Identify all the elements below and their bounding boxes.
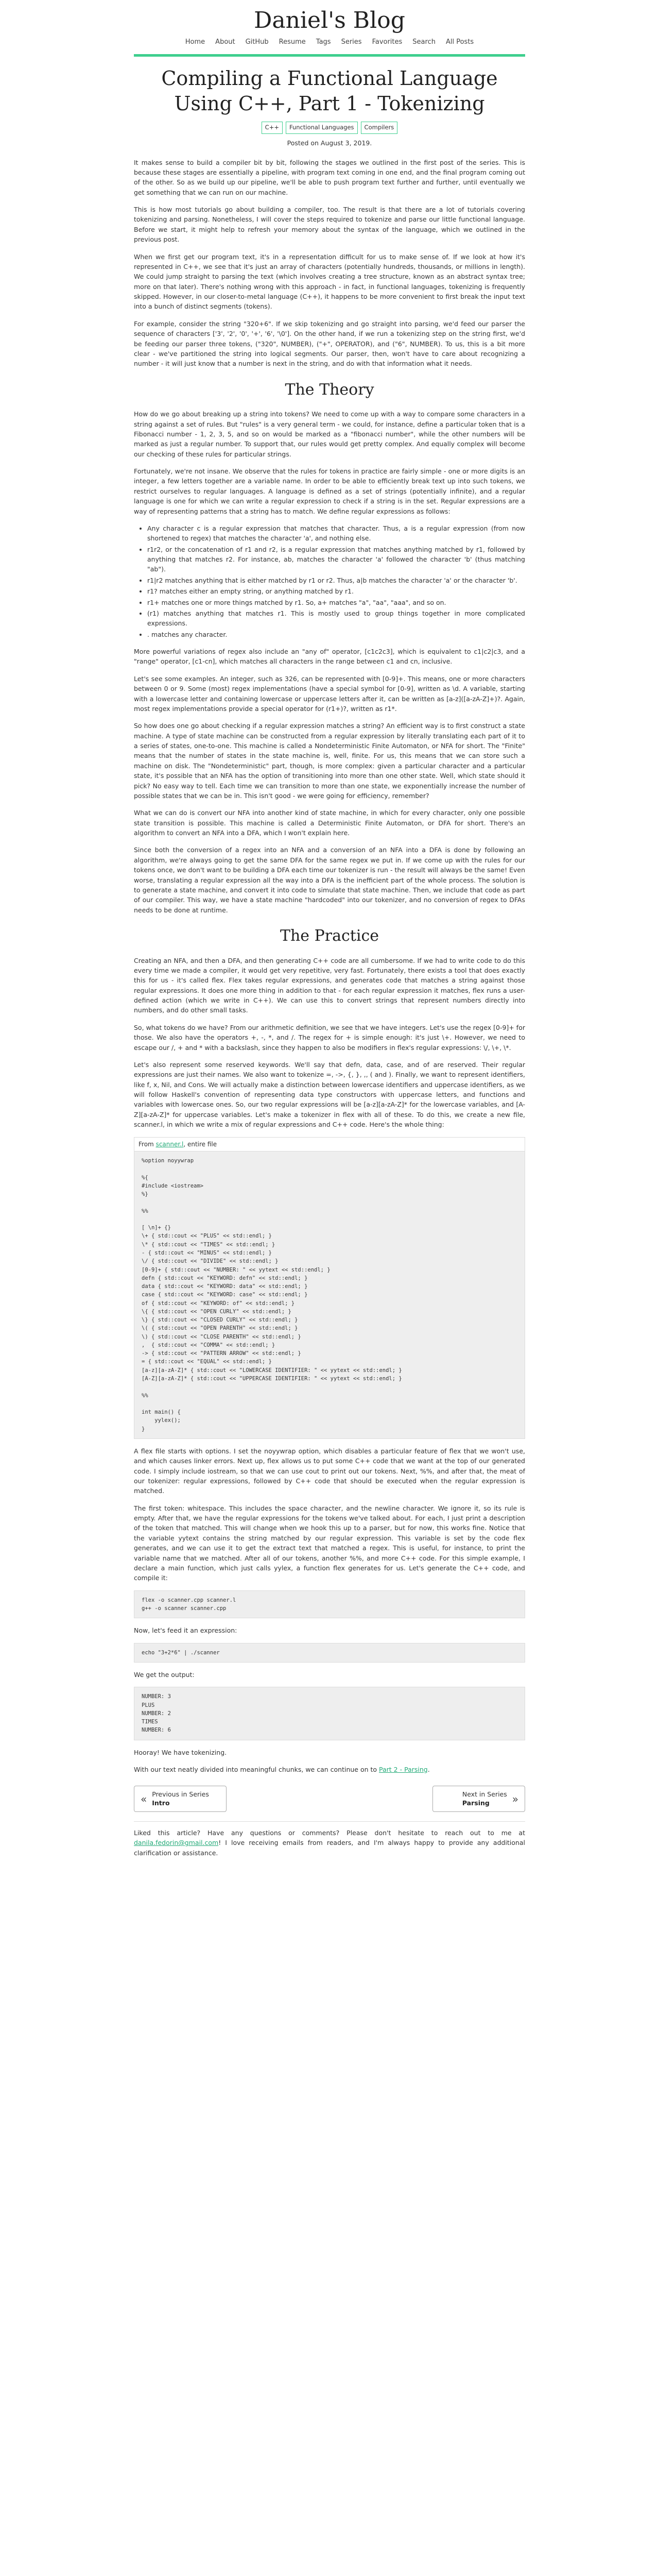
site-nav bbox=[134, 37, 525, 56]
theory-paragraph-5: So how does one go about checking if a regular expression matches a string? An efficient way is to first construct a state machine. A type of state machine can be constructed from a regular expression by literally translating each part of it to a series of states, one-to-one. This machine is called a Nondeterministic Finite Automaton, or NFA for short. The "Finite" means that the number of states in the state machine is, well, finite. For us, this means that we can store such a machine on disk. The "Nondeterministic" part, though, is more complex: given a particular character and a particular state, it's possible that an NFA has the option of transitioning into more than one other state. Well, which state should it pick? No easy way to tell. Each time we can transition to more than one state, we exponentially increase the number of possible states that we can be in. This isn't good - we were going for efficiency, remember? bbox=[134, 722, 525, 800]
theory-paragraph-3: More powerful variations of regex also include an "any of" operator, [c1c2c3], which is equivalent to c1|c2|c3, and a "range" operator, [c1-cn], which matches all characters in the range between c1 and cn, inclusive. bbox=[134, 648, 525, 666]
tag-compilers[interactable]: Compilers bbox=[361, 122, 398, 134]
theory-paragraph-2: Fortunately, we're not insane. We observe that the rules for tokens in practice are fairly simple - one or more digits is an integer, a few letters together are a variable name. In order to be able to efficiently break text up into such tokens, we restrict ourselves to regular languages. A language is defined as a set of strings (potentially infinite), and a regular language is one for which we can write a regular expression to check if a string is in the set. Regular expressions are a way of representing patterns that a string has to match. We define regular expressions as follows: bbox=[134, 467, 525, 515]
contact-prefix: Liked this article? Have any questions or comments? Please don't hesitate to reach out to me at bbox=[134, 1828, 525, 1837]
previous-in-series-button[interactable] bbox=[134, 1786, 227, 1812]
nav-favorites[interactable]: Favorites bbox=[372, 38, 403, 46]
file-caption-suffix: , entire file bbox=[183, 1140, 217, 1148]
tag-cpp[interactable]: C++ bbox=[262, 122, 283, 134]
contact-note bbox=[134, 1821, 525, 1858]
list-item: • r1? matches either an empty string, or anything matched by r1. bbox=[147, 586, 525, 596]
practice-paragraph-6: Now, let's feed it an expression: bbox=[134, 1626, 237, 1635]
run-code-block: echo "3+2*6" | ./scanner bbox=[134, 1643, 525, 1663]
site-header bbox=[134, 0, 525, 57]
nav-resume[interactable]: Resume bbox=[279, 38, 306, 46]
continue-suffix: . bbox=[427, 1765, 430, 1773]
post-date: Posted on August 3, 2019. bbox=[287, 139, 372, 147]
next-text bbox=[462, 1790, 507, 1807]
double-chevron-left-icon: « bbox=[141, 1792, 147, 1805]
list-item: • (r1) matches anything that matches r1. This is mostly used to group things together in more complicated expressions. bbox=[147, 608, 525, 629]
post-title: Compiling a Functional Language Using C++, Part 1 - Tokenizing bbox=[161, 66, 498, 115]
list-item: • Any character c is a regular expression that matches that character. Thus, a is a regular expression (from now shortened to regex) that matches the character 'a', and nothing else. bbox=[147, 523, 525, 544]
compile-code-block: flex -o scanner.cpp scanner.l g++ -o scanner scanner.cpp bbox=[134, 1590, 525, 1619]
continue-text: With our text neatly divided into meaningful chunks, we can continue on to bbox=[134, 1765, 377, 1773]
practice-heading: The Practice bbox=[280, 927, 379, 945]
list-item: • r1r2, or the concatenation of r1 and r2, is a regular expression that matches anything matched by r1, followed by anything that matches r2. For instance, ab, matches the character 'a' followed the character 'b' (thus matching "ab"). bbox=[147, 545, 525, 574]
practice-paragraph-7: We get the output: bbox=[134, 1670, 195, 1679]
nav-github[interactable]: GitHub bbox=[245, 38, 269, 46]
nav-all-posts[interactable]: All Posts bbox=[445, 38, 474, 46]
intro-paragraph-4: For example, consider the string "320+6". If we skip tokenizing and go straight into parsing, we'd feed our parser the sequence of characters ['3', '2', '0', '+', '6', '\0']. On the other hand, if we run a tokenizing step on the string first, we'd be feeding our parser three tokens, ("320", NUMBER), ("+", OPERATOR), and ("6", NUMBER). To us, this is a bit more clear - we've partitioned the string into logical segments. Our parser, then, won't have to care about recognizing a number - it will just know that a number is next in the string, and do with that information what it needs. bbox=[134, 319, 525, 368]
series-navigation bbox=[134, 1786, 525, 1812]
tag-functional-languages[interactable]: Functional Languages bbox=[286, 122, 358, 134]
list-item: • r1+ matches one or more things matched by r1. So, a+ matches "a", "aa", "aaa", and so on. bbox=[147, 598, 525, 607]
practice-paragraph-8: Hooray! We have tokenizing. bbox=[134, 1748, 227, 1756]
nav-about[interactable]: About bbox=[215, 38, 235, 46]
part-2-link[interactable]: Part 2 - Parsing bbox=[379, 1765, 428, 1773]
site-title[interactable]: Daniel's Blog bbox=[254, 7, 405, 33]
nav-search[interactable]: Search bbox=[412, 38, 436, 46]
theory-paragraph-7: Since both the conversion of a regex into an NFA and a conversion of an NFA into a DFA is done by following an algorithm, we're always going to get the same DFA for the same regex we put in. If we come up with the rules for our tokens once, we don't want to be building a DFA each time our tokenizer is run - the result will always be the same! Even worse, translating a regular expression all the way into a DFA is the inefficient part of the whole process. The solution is to generate a state machine, and convert it into code to simulate that state machine. Then, we include that code as part of our compiler. This way, we have a state machine "hardcoded" into our tokenizer, and no conversion of regex to DFAs needs to be done at runtime. bbox=[134, 846, 525, 914]
scanner-code-block: %option noyywrap %{ #include <iostream> %} %% [ \n]+ {} \+ { std::cout << "PLUS" << std::endl; } \* { std::cout << "TIMES" << std::endl; } - { std::cout << "MINUS" << std::endl; } \/ { std::cout << "DIVIDE" << std::endl; } [0-9]+ { std::cout << "NUMBER: " << yytext << std::endl; } defn { std::cout << "KEYWORD: defn" << std::endl; } data { std::cout << "KEYWORD: data" << std::endl; } case { std::cout << "KEYWORD: case" << std::endl; } of { std::cout << "KEYWORD: of" << std::endl; } \{ { std::cout << "OPEN CURLY" << std::endl; } \} { std::cout << "CLOSED CURLY" << std::endl; } \( { std::cout << "OPEN PARENTH" << std::endl; } \) { std::cout << "CLOSE PARENTH" << std::endl; } , { std::cout << "COMMA" << std::endl; } -> { std::cout << "PATTERN ARROW" << std::endl; } = { std::cout << "EQUAL" << std::endl; } [a-z][a-zA-Z]* { std::cout << "LOWERCASE IDENTIFIER: " << yytext << std::endl; } [A-Z][a-zA-Z]* { std::cout << "UPPERCASE IDENTIFIER: " << yytext << std::endl; } %% int main() { yylex(); } bbox=[134, 1151, 525, 1439]
theory-paragraph-1: How do we go about breaking up a string into tokens? We need to come up with a way to compare some characters in a string against a set of rules. But "rules" is a very general term - we could, for instance, define a particular token that is a Fibonacci number - 1, 2, 3, 5, and so on would be marked as a "fibonacci number", while the other numbers will be marked as just a regular number. To support that, our rules would get pretty complex. And equally complex will become our checking of these rules for particular strings. bbox=[134, 410, 525, 458]
tag-list bbox=[134, 122, 525, 134]
practice-paragraph-9 bbox=[134, 1765, 525, 1774]
list-item: • . matches any character. bbox=[147, 630, 525, 639]
theory-paragraph-4: Let's see some examples. An integer, such as 326, can be represented with [0-9]+. This means, one or more characters between 0 or 9. Some (most) regex implementations (have a special symbol for [0-9], written as \d. A variable, starting with a lowercase letter and containing lowercase or uppercase letters after it, can be written as [a-z]([a-zA-Z]+)?. Again, most regex implementations provide a special operator for (r1+)?, written as r1*. bbox=[134, 674, 525, 713]
double-chevron-right-icon: » bbox=[512, 1792, 518, 1805]
theory-heading: The Theory bbox=[285, 380, 374, 399]
file-caption-prefix: From bbox=[138, 1140, 154, 1148]
file-caption bbox=[134, 1137, 525, 1151]
intro-paragraph-2: This is how most tutorials go about building a compiler, too. The result is that there are a lot of tutorials covering tokenizing and parsing. Nonetheless, I will cover the steps required to tokenize and parse our little functional language. Before we start, it might help to refresh your memory about the syntax of the language, which we outlined in the previous post. bbox=[134, 206, 525, 244]
output-code-block: NUMBER: 3 PLUS NUMBER: 2 TIMES NUMBER: 6 bbox=[134, 1687, 525, 1740]
list-item: • r1|r2 matches anything that is either matched by r1 or r2. Thus, a|b matches the character 'a' or the character 'b'. bbox=[147, 575, 525, 585]
intro-paragraph-1: It makes sense to build a compiler bit by bit, following the stages we outlined in the first post of the series. This is because these stages are essentially a pipeline, with program text coming in one end, and the final program coming out of the other. So as we build up our pipeline, we'll be able to push program text further and further, until eventually we get something that we can run on our machine. bbox=[134, 158, 525, 196]
practice-paragraph-5: The first token: whitespace. This includes the space character, and the newline character. We ignore it, so its rule is empty. After that, we have the regular expressions for the tokens we've talked about. For each, I just print a description of the token that matched. This will change when we hook this up to a parser, but for now, this works fine. Notice that the variable yytext contains the string matched by our regular expression. This variable is set by the code flex generates, and we can use it to get the extract text that matched a regex. This is useful, for instance, to print the variable name that we matched. After all of our tokens, another %%, and more C++ code. For this simple example, I declare a main function, which just calls yylex, a function flex generates for us. Let's generate the C++ code, and compile it: bbox=[134, 1504, 525, 1582]
page bbox=[134, 0, 525, 1886]
nav-tags[interactable]: Tags bbox=[316, 38, 331, 46]
email-link[interactable]: danila.fedorin@gmail.com bbox=[134, 1839, 219, 1847]
regex-definition-list bbox=[134, 523, 525, 639]
theory-paragraph-6: What we can do is convert our NFA into another kind of state machine, in which for every character, only one possible state transition is possible. This machine is called a Deterministic Finite Automaton, or DFA for short. There's an algorithm to convert an NFA into a DFA, which I won't explain here. bbox=[134, 809, 525, 837]
intro-paragraph-3: When we first get our program text, it's in a representation difficult for us to make sense of. If we look at how it's represented in C++, we see that it's just an array of characters (potentially hundreds, thousands, or millions in length). We could jump straight to parsing the text (which involves creating a tree structure, known as an abstract syntax tree; more on that later). There's nothing wrong with this approach - in fact, in functional languages, tokenizing is frequently skipped. However, in our closer-to-metal language (C++), it happens to be more convenient to first break the input text into a bunch of distinct segments (tokens). bbox=[134, 252, 525, 311]
file-link[interactable]: scanner.l bbox=[155, 1140, 184, 1148]
nav-home[interactable]: Home bbox=[185, 38, 205, 46]
next-in-series-button[interactable] bbox=[432, 1786, 525, 1812]
next-title: Parsing bbox=[462, 1799, 490, 1807]
previous-text bbox=[152, 1790, 209, 1807]
next-label: Next in Series bbox=[462, 1790, 507, 1799]
practice-paragraph-3: Let's also represent some reserved keywords. We'll say that defn, data, case, and of are reserved. Their regular expressions are just their names. We also want to tokenize =, ->, {, }, ,, ( and ). Finally, we want to represent identifiers, like f, x, Nil, and Cons. We will actually make a distinction between lowercase identifiers and uppercase identifiers, as we will follow Haskell's convention of representing data type constructors with uppercase letters, and functions and variables with lowercase ones. So, our two regular expressions will be [a-z][a-zA-Z]* for the lowercase variables, and [A-Z][a-zA-Z]* for uppercase variables. Let's make a tokenizer in flex with all of these. To do this, we create a new file, scanner.l, in which we write a mix of regular expressions and C++ code. Here's the whole thing: bbox=[134, 1060, 525, 1129]
practice-paragraph-1: Creating an NFA, and then a DFA, and then generating C++ code are all cumbersome. If we had to write code to do this every time we made a compiler, it would get very repetitive, very fast. Fortunately, there exists a tool that does exactly this for us - it's called flex. Flex takes regular expressions, and generates code that matches a string against those regular expressions. It does one more thing in addition to that - for each regular expression it matches, flex runs a user-defined action (which we write in C++). We can use this to convert strings that represent numbers directly into numbers, and do other small tasks. bbox=[134, 956, 525, 1014]
contact-suffix: ! I love receiving emails from readers, and I'm always happy to provide any additional clarification or assistance. bbox=[134, 1839, 525, 1857]
previous-title: Intro bbox=[152, 1799, 170, 1807]
previous-label: Previous in Series bbox=[152, 1790, 209, 1799]
practice-paragraph-2: So, what tokens do we have? From our arithmetic definition, we see that we have integers. Let's use the regex [0-9]+ for those. We also have the operators +, -, *, and /. The regex for + is simple enough: it's just \+. However, we need to escape our /, + and * with a backslash, since they happen to also be modifiers in flex's regular expressions: \/, \+, \*. bbox=[134, 1023, 525, 1052]
nav-series[interactable]: Series bbox=[341, 38, 362, 46]
practice-paragraph-4: A flex file starts with options. I set the noyywrap option, which disables a particular feature of flex that we won't use, and which causes linker errors. Next up, flex allows us to put some C++ code that we want at the top of our generated code. I simply include iostream, so that we can use cout to print out our tokens. Next, %%, and after that, the meat of our tokenizer: regular expressions, followed by C++ code that should be executed when the regular expression is matched. bbox=[134, 1447, 525, 1495]
